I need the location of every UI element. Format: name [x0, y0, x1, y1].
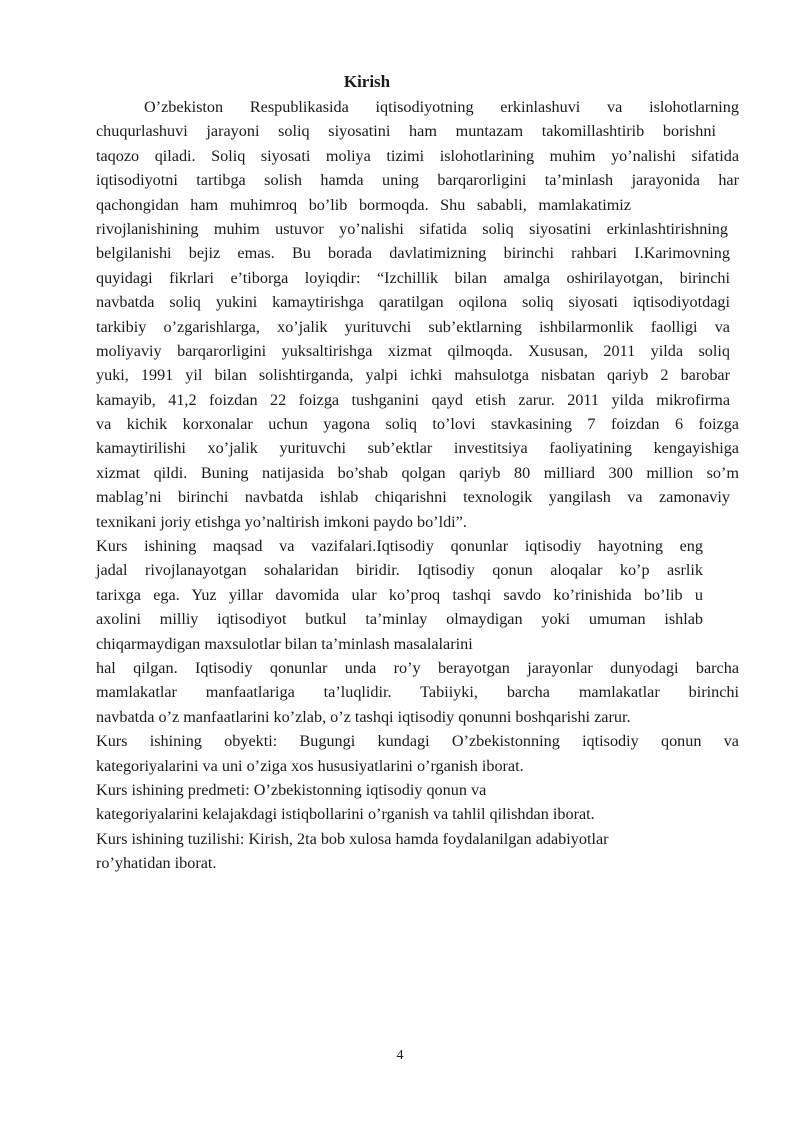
text-line: kamaytirilishi xo’jalik yurituvchi sub’ektlar investitsiya faoliyatining kengayishiga: [96, 439, 739, 458]
text-line: mablag’ni birinchi navbatda ishlab chiqarishni texnologik yangilash va zamonaviy: [96, 488, 730, 507]
text-line: yuki, 1991 yil bilan solishtirganda, yalpi ichki mahsulotga nisbatan qariyb 2 barobar: [96, 366, 730, 385]
text-line: Kurs ishining predmeti: O’zbekistonning iqtisodiy qonun va: [96, 780, 487, 799]
text-line: qachongidan ham muhimroq bo’lib bormoqda. Shu sababli, mamlakatimiz: [96, 195, 631, 214]
text-line: rivojlanishining muhim ustuvor yo’nalishi sifatida soliq siyosatini erkinlashtirishning: [96, 219, 728, 238]
text-line: Kurs ishining obyekti: Bugungi kundagi O’zbekistonning iqtisodiy qonun va: [96, 732, 739, 751]
text-line: moliyaviy barqarorligini yuksaltirishga xizmat qilmoqda. Xususan, 2011 yilda soliq: [96, 341, 730, 360]
text-line: xizmat qildi. Buning natijasida bo’shab qolgan qariyb 80 milliard 300 million so’m: [96, 463, 739, 482]
text-line: jadal rivojlanayotgan sohalaridan biridir. Iqtisodiy qonun aloqalar ko’p asrlik: [96, 561, 703, 580]
text-line: axolini milliy iqtisodiyot butkul ta’minlay olmaydigan yoki umuman ishlab: [96, 610, 703, 629]
page-number: 4: [396, 1048, 404, 1063]
page-title: Kirish: [343, 72, 391, 91]
text-line: navbatda soliq yukini kamaytirishga qaratilgan oqilona soliq siyosati iqtisodiyotdagi: [96, 293, 730, 312]
text-line: ro’yhatidan iborat.: [96, 854, 217, 873]
text-line: quyidagi fikrlari e’tiborga loyiqdir: “Izchillik bilan amalga oshirilayotgan, birinchi: [96, 268, 730, 287]
text-line: Kurs ishining tuzilishi: Kirish, 2ta bob xulosa hamda foydalanilgan adabiyotlar: [96, 829, 609, 848]
text-line: kamayib, 41,2 foizdan 22 foizga tushganini qayd etish zarur. 2011 yilda mikrofirma: [96, 390, 730, 409]
text-line: taqozo qiladi. Soliq siyosati moliya tizimi islohotlarining muhim yo’nalishi sifatida: [96, 146, 739, 165]
text-line: iqtisodiyotni tartibga solish hamda uning barqarorligini ta’minlash jarayonida har: [96, 171, 739, 190]
text-line: va kichik korxonalar uchun yagona soliq to’lovi stavkasining 7 foizdan 6 foizga: [96, 415, 739, 434]
text-line: navbatda o’z manfaatlarini ko’zlab, o’z tashqi iqtisodiy qonunni boshqarishi zarur.: [96, 707, 631, 726]
text-line: O’zbekiston Respublikasida iqtisodiyotning erkinlashuvi va islohotlarning: [144, 98, 739, 116]
text-line: hal qilgan. Iqtisodiy qonunlar unda ro’y berayotgan jarayonlar dunyodagi barcha: [96, 658, 739, 677]
text-line: chuqurlashuvi jarayoni soliq siyosatini ham muntazam takomillashtirib borishni: [96, 122, 716, 141]
text-line: tarixga ega. Yuz yillar davomida ular ko’proq tashqi savdo ko’rinishida bo’lib u: [96, 585, 703, 604]
text-line: chiqarmaydigan maxsulotlar bilan ta’minlash masalalarini: [96, 634, 473, 653]
body-text: [96, 95, 739, 876]
text-line: texnikani joriy etishga yo’naltirish imkoni paydo bo’ldi”.: [96, 512, 467, 531]
text-line: kategoriyalarini va uni o’ziga xos hususiyatlarini o’rganish iborat.: [96, 756, 524, 775]
text-line: kategoriyalarini kelajakdagi istiqbollarini o’rganish va tahlil qilishdan iborat.: [96, 805, 595, 824]
text-line: Kurs ishining maqsad va vazifalari.Iqtisodiy qonunlar iqtisodiy hayotning eng: [96, 537, 703, 556]
text-line: tarkibiy o’zgarishlarga, xo’jalik yurituvchi sub’ektlarning ishbilarmonlik faolligi va: [96, 317, 730, 336]
text-line: belgilanishi bejiz emas. Bu borada davlatimizning birinchi rahbari I.Karimovning: [96, 244, 730, 263]
text-line: mamlakatlar manfaatlariga ta’luqlidir. Tabiiyki, barcha mamlakatlar birinchi: [96, 683, 739, 702]
